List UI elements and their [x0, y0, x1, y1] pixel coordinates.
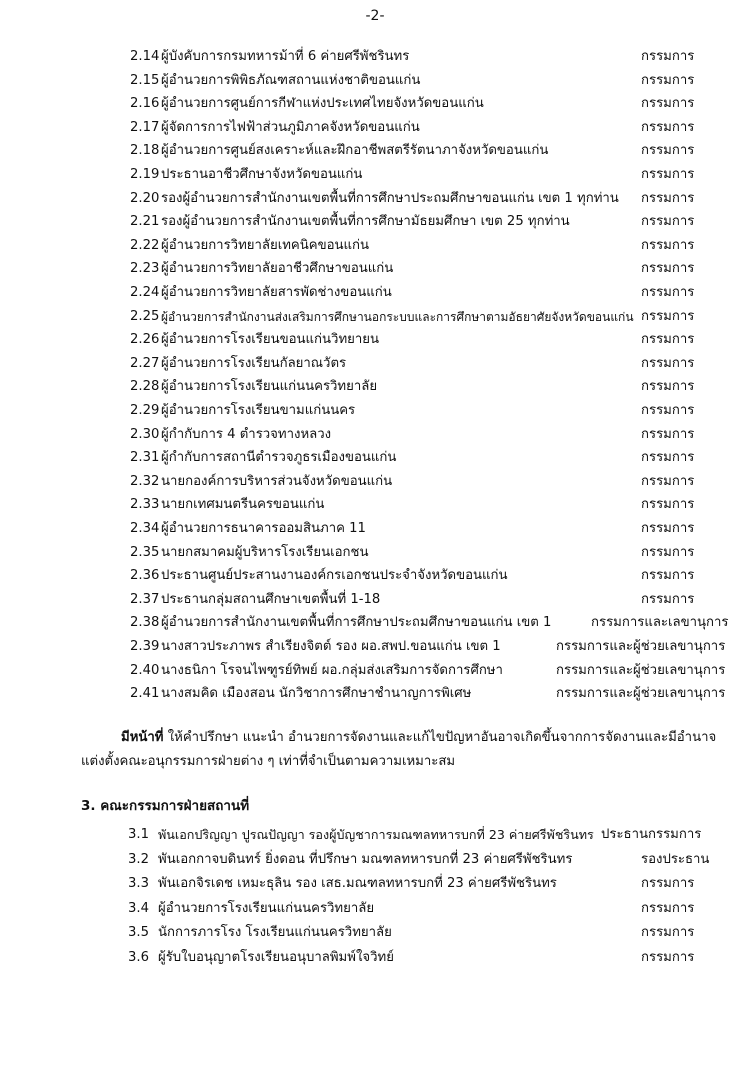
item-role: กรรมการ: [641, 403, 695, 418]
item-number: 2.27: [130, 355, 160, 371]
item-role: กรรมการ: [641, 568, 695, 584]
item-role: กรรมการ: [641, 450, 695, 466]
list-item: [0, 424, 750, 446]
item-role: รองประธาน: [641, 851, 710, 867]
item-role: กรรมการ: [641, 285, 695, 300]
list-item: [0, 636, 750, 658]
item-text: รองผู้อำนวยการสำนักงานเขตพื้นที่การศึกษามัธยมศึกษา เขต 25 ทุกท่าน: [161, 214, 570, 230]
item-number: 2.14: [130, 49, 160, 64]
list-item: [0, 494, 750, 516]
item-number: 2.40: [130, 662, 160, 678]
list-item: [0, 565, 750, 587]
item-role: กรรมการ: [641, 473, 695, 489]
list-item: [0, 947, 750, 969]
item-number: 2.21: [130, 214, 160, 230]
duties-line-2: แต่งตั้งคณะอนุกรรมการฝ่ายต่าง ๆ เท่าที่จำเป็นตามความเหมาะสม: [81, 754, 456, 769]
item-number: 2.34: [130, 521, 160, 536]
item-text: ผู้อำนวยการวิทยาลัยสารพัดช่างขอนแก่น: [161, 285, 392, 300]
item-number: 2.17: [130, 119, 160, 135]
item-role: กรรมการ: [641, 591, 695, 607]
item-role: กรรมการและผู้ช่วยเลขานุการ: [556, 662, 726, 678]
item-text: ผู้อำนวยการศูนย์การกีฬาแห่งประเทศไทยจังหวัดขอนแก่น: [161, 96, 484, 112]
list-item: [0, 542, 750, 564]
item-text: ผู้อำนวยการวิทยาลัยเทคนิคขอนแก่น: [161, 237, 370, 253]
item-number: 2.26: [130, 332, 160, 348]
item-role: กรรมการ: [641, 379, 695, 395]
item-role: กรรมการ: [641, 261, 695, 277]
list-item: [0, 282, 750, 304]
item-role: กรรมการ: [641, 167, 695, 182]
item-text: ประธานศูนย์ประสานงานองค์กรเอกชนประจำจังหวัดขอนแก่น: [161, 568, 508, 584]
item-text: รองผู้อำนวยการสำนักงานเขตพื้นที่การศึกษาประถมศึกษาขอนแก่น เขต 1 ทุกท่าน: [161, 190, 619, 206]
item-text: ผู้อำนวยการวิทยาลัยอาชีวศึกษาขอนแก่น: [161, 261, 394, 277]
item-role: กรรมการ: [641, 497, 695, 513]
item-number: 3.4: [128, 900, 149, 916]
item-number: 2.33: [130, 497, 160, 513]
item-role: กรรมการและผู้ช่วยเลขานุการ: [556, 639, 726, 654]
list-item: [0, 683, 750, 705]
item-role: กรรมการ: [641, 900, 695, 916]
duties-line-1: ให้คำปรึกษา แนะนำ อำนวยการจัดงานและแก้ไขปัญหาอันอาจเกิดขึ้นจากการจัดงานและมีอำนาจ: [163, 730, 717, 745]
item-number: 2.32: [130, 473, 160, 489]
item-number: 2.20: [130, 190, 160, 206]
item-role: กรรมการ: [641, 49, 695, 64]
item-role: กรรมการและเลขานุการ: [591, 615, 729, 631]
item-text: ผู้อำนวยการสำนักงานส่งเสริมการศึกษานอกระบบและการศึกษาตามอัธยาศัยจังหวัดขอนแก่น: [161, 309, 634, 324]
duties-label: มีหน้าที่: [121, 730, 164, 745]
item-role: กรรมการ: [641, 925, 695, 941]
item-text: ผู้กำกับการสถานีตำรวจภูธรเมืองขอนแก่น: [161, 450, 397, 466]
list-item: [0, 849, 750, 871]
item-number: 2.28: [130, 379, 160, 395]
list-item: [0, 898, 750, 920]
item-role: กรรมการและผู้ช่วยเลขานุการ: [556, 686, 726, 702]
item-number: 2.15: [130, 72, 160, 88]
item-number: 2.25: [130, 308, 160, 324]
item-text: ผู้อำนวยการโรงเรียนกัลยาณวัตร: [161, 355, 347, 371]
list-item: [0, 306, 750, 328]
item-text: นางสมคิด เมืองสอน นักวิชาการศึกษาชำนาญการพิเศษ: [161, 686, 472, 702]
item-text: พันเอกกาจบดินทร์ ยิ่งดอน ที่ปรึกษา มณฑลทหารบกที่ 23 ค่ายศรีพัชรินทร: [158, 851, 573, 867]
item-text: พันเอกปริญญา ปูรณปัญญา รองผู้บัญชาการมณฑลทหารบกที่ 23 ค่ายศรีพัชรินทร: [158, 827, 594, 842]
list-item: [0, 922, 750, 944]
item-number: 2.30: [130, 426, 160, 442]
item-number: 2.41: [130, 686, 160, 702]
item-text: ผู้อำนวยการธนาคารออมสินภาค 11: [161, 521, 366, 536]
item-number: 2.29: [130, 403, 160, 418]
item-text: ผู้อำนวยการศูนย์สงเคราะห์และฝึกอาชีพสตรีรัตนาภาจังหวัดขอนแก่น: [161, 143, 549, 159]
list-item: [0, 447, 750, 469]
item-number: 3.6: [128, 950, 149, 965]
list-item: [0, 188, 750, 210]
item-number: 2.16: [130, 96, 160, 112]
item-number: 2.18: [130, 143, 160, 159]
item-number: 2.39: [130, 639, 160, 654]
item-number: 2.24: [130, 285, 160, 300]
list-item: [0, 612, 750, 634]
item-text: ผู้อำนวยการโรงเรียนขามแก่นนคร: [161, 403, 356, 418]
page-number: -2-: [365, 8, 385, 24]
item-number: 3.5: [128, 925, 149, 941]
item-number: 2.36: [130, 568, 160, 584]
item-number: 3.2: [128, 851, 149, 867]
item-text: ผู้อำนวยการโรงเรียนแก่นนครวิทยาลัย: [158, 900, 375, 916]
list-item: [0, 93, 750, 115]
item-text: ผู้รับใบอนุญาตโรงเรียนอนุบาลพิมพ์ใจวิทย์: [158, 950, 394, 965]
list-item: [0, 140, 750, 162]
item-role: กรรมการ: [641, 544, 695, 560]
item-number: 2.37: [130, 591, 160, 607]
list-item: [0, 211, 750, 233]
item-number: 2.38: [130, 615, 160, 631]
item-role: กรรมการ: [641, 950, 695, 965]
item-text: ผู้อำนวยการโรงเรียนขอนแก่นวิทยายน: [161, 332, 380, 348]
item-text: นางธนิกา โรจนไพฑูรย์ทิพย์ ผอ.กลุ่มส่งเสริมการจัดการศึกษา: [161, 662, 503, 678]
list-item: [0, 46, 750, 68]
list-item: [0, 400, 750, 422]
item-text: นางสาวประภาพร สำเรียงจิตต์ รอง ผอ.สพป.ขอนแก่น เขต 1: [161, 639, 501, 654]
item-text: ผู้อำนวยการสำนักงานเขตพื้นที่การศึกษาประถมศึกษาขอนแก่น เขต 1: [161, 615, 552, 631]
item-text: ผู้บังคับการกรมทหารม้าที่ 6 ค่ายศรีพัชรินทร: [161, 49, 410, 64]
item-role: กรรมการ: [641, 214, 695, 230]
list-item: [0, 117, 750, 139]
item-role: กรรมการ: [641, 72, 695, 88]
item-number: 2.19: [130, 167, 160, 182]
list-item: [0, 873, 750, 895]
item-text: นายกเทศมนตรีนครขอนแก่น: [161, 497, 325, 513]
item-text: นักการภารโรง โรงเรียนแก่นนครวิทยาลัย: [158, 925, 392, 941]
list-item: [0, 660, 750, 682]
item-role: ประธานกรรมการ: [601, 827, 702, 842]
item-text: ผู้จัดการการไฟฟ้าส่วนภูมิภาคจังหวัดขอนแก่น: [161, 119, 420, 135]
item-role: กรรมการ: [641, 190, 695, 206]
item-role: กรรมการ: [641, 237, 695, 253]
item-role: กรรมการ: [641, 308, 695, 324]
list-item: [0, 164, 750, 186]
item-number: 2.23: [130, 261, 160, 277]
item-role: กรรมการ: [641, 521, 695, 536]
duties-paragraph: [81, 726, 721, 774]
list-item: [0, 353, 750, 375]
list-item: [0, 589, 750, 611]
section-3-heading: 3. คณะกรรมการฝ่ายสถานที่: [81, 798, 250, 814]
item-number: 2.35: [130, 544, 160, 560]
item-number: 3.1: [128, 827, 149, 842]
item-text: นายกสมาคมผู้บริหารโรงเรียนเอกชน: [161, 544, 369, 560]
list-item: [0, 376, 750, 398]
item-text: พันเอกจิรเดช เหมะธุลิน รอง เสธ.มณฑลทหารบกที่ 23 ค่ายศรีพัชรินทร: [158, 876, 557, 892]
item-text: ประธานอาชีวศึกษาจังหวัดขอนแก่น: [161, 167, 363, 182]
item-number: 2.31: [130, 450, 160, 466]
item-role: กรรมการ: [641, 355, 695, 371]
item-text: ผู้กำกับการ 4 ตำรวจทางหลวง: [161, 426, 332, 442]
list-item: [0, 471, 750, 493]
item-role: กรรมการ: [641, 426, 695, 442]
list-item: [0, 329, 750, 351]
list-item: [0, 824, 750, 846]
list-item: [0, 518, 750, 540]
item-role: กรรมการ: [641, 143, 695, 159]
item-text: ประธานกลุ่มสถานศึกษาเขตพื้นที่ 1-18: [161, 591, 381, 607]
item-text: ผู้อำนวยการโรงเรียนแก่นนครวิทยาลัย: [161, 379, 378, 395]
item-role: กรรมการ: [641, 119, 695, 135]
item-text: ผู้อำนวยการพิพิธภัณฑสถานแห่งชาติขอนแก่น: [161, 72, 421, 88]
item-number: 3.3: [128, 876, 149, 892]
list-item: [0, 235, 750, 257]
list-item: [0, 258, 750, 280]
item-role: กรรมการ: [641, 332, 695, 348]
list-item: [0, 70, 750, 92]
item-role: กรรมการ: [641, 876, 695, 892]
item-number: 2.22: [130, 237, 160, 253]
item-role: กรรมการ: [641, 96, 695, 112]
item-text: นายกองค์การบริหารส่วนจังหวัดขอนแก่น: [161, 473, 393, 489]
